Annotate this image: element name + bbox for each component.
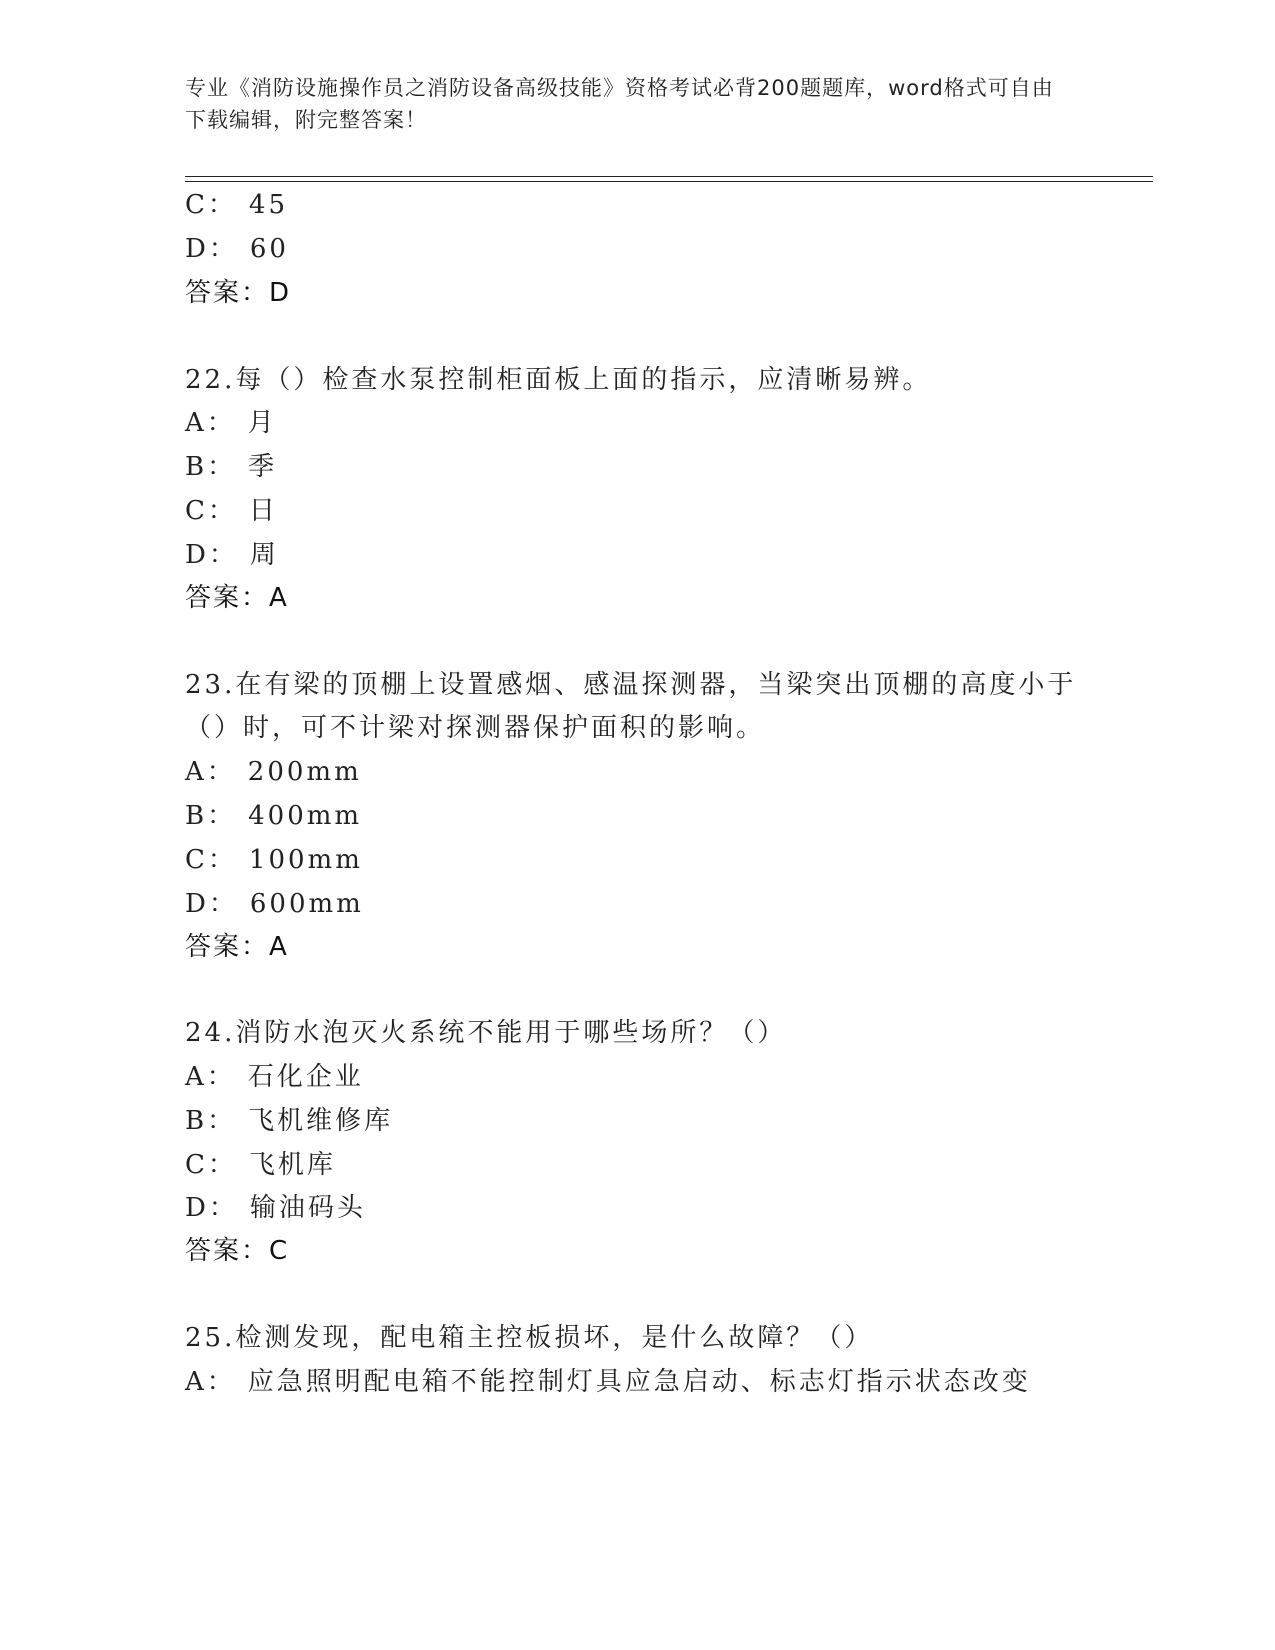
option-letter: D — [185, 889, 209, 919]
option-letter: A — [185, 1062, 207, 1092]
option-letter: D — [185, 540, 209, 570]
option-separator: ： — [207, 496, 237, 526]
header-divider-bottom — [185, 181, 1153, 182]
option-letter: A — [185, 757, 207, 787]
answer-line: 答案：C — [185, 1236, 290, 1266]
option-line — [185, 887, 364, 921]
option-line — [185, 799, 362, 833]
option-text: 100mm — [248, 845, 363, 875]
option-separator: ： — [207, 1150, 237, 1180]
question-stem: 22.每（）检查水泵控制柜面板上面的指示，应清晰易辨。 — [185, 365, 932, 395]
option-separator: ： — [207, 1106, 237, 1136]
option-line — [185, 1104, 393, 1138]
option-separator: ： — [208, 1193, 238, 1223]
option-text: 应急照明配电箱不能控制灯具应急启动、标志灯指示状态改变 — [247, 1367, 1031, 1397]
option-text: 月 — [247, 408, 277, 438]
answer-line: 答案：D — [185, 278, 292, 308]
option-line — [185, 1148, 336, 1182]
option-text: 输油码头 — [249, 1193, 366, 1223]
question-stem: 25.检测发现，配电箱主控板损坏，是什么故障？（） — [185, 1323, 874, 1353]
question-stem-continued: （）时，可不计梁对探测器保护面积的影响。 — [185, 713, 766, 743]
option-letter: B — [185, 1106, 208, 1136]
option-text: 60 — [249, 234, 289, 264]
option-line — [185, 755, 362, 789]
option-line — [185, 538, 279, 572]
option-letter: C — [185, 190, 208, 220]
option-separator: ： — [207, 801, 237, 831]
option-separator: ： — [208, 234, 238, 264]
option-separator: ： — [206, 1367, 236, 1397]
option-line — [185, 843, 363, 877]
document-header: 专业《消防设施操作员之消防设备高级技能》资格考试必背200题题库，word格式可自由下载编辑，附完整答案！ — [185, 76, 1054, 132]
option-separator: ： — [207, 452, 237, 482]
option-separator: ： — [207, 845, 237, 875]
answer-line: 答案：A — [185, 583, 289, 613]
option-line — [185, 1191, 366, 1225]
option-letter: C — [185, 496, 208, 526]
option-letter: A — [185, 408, 207, 438]
question-stem: 23.在有梁的顶棚上设置感烟、感温探测器，当梁突出顶棚的高度小于 — [185, 670, 1077, 700]
option-line — [185, 450, 277, 484]
option-text: 600mm — [249, 889, 364, 919]
option-line — [185, 1060, 364, 1094]
option-letter: C — [185, 1150, 208, 1180]
option-text: 45 — [248, 190, 289, 220]
option-text: 日 — [248, 496, 278, 526]
option-line — [185, 188, 288, 222]
option-text: 季 — [248, 452, 278, 482]
option-letter: B — [185, 452, 208, 482]
option-letter: C — [185, 845, 208, 875]
option-separator: ： — [206, 1062, 236, 1092]
option-line — [185, 494, 278, 528]
option-letter: A — [185, 1367, 207, 1397]
option-line — [185, 406, 277, 440]
option-separator: ： — [206, 408, 236, 438]
option-separator: ： — [206, 757, 236, 787]
question-stem: 24.消防水泡灭火系统不能用于哪些场所？（） — [185, 1018, 787, 1048]
option-text: 飞机库 — [248, 1150, 336, 1180]
option-separator: ： — [207, 190, 237, 220]
option-separator: ： — [208, 540, 238, 570]
option-letter: D — [185, 234, 209, 264]
option-text: 飞机维修库 — [248, 1106, 394, 1136]
option-line — [185, 1365, 1031, 1399]
option-text: 400mm — [248, 801, 363, 831]
option-letter: B — [185, 801, 208, 831]
header-divider-top — [185, 176, 1153, 177]
option-text: 石化企业 — [247, 1062, 364, 1092]
option-text: 周 — [249, 540, 279, 570]
option-text: 200mm — [247, 757, 362, 787]
answer-line: 答案：A — [185, 932, 289, 962]
option-letter: D — [185, 1193, 209, 1223]
option-line — [185, 232, 289, 266]
option-separator: ： — [208, 889, 238, 919]
